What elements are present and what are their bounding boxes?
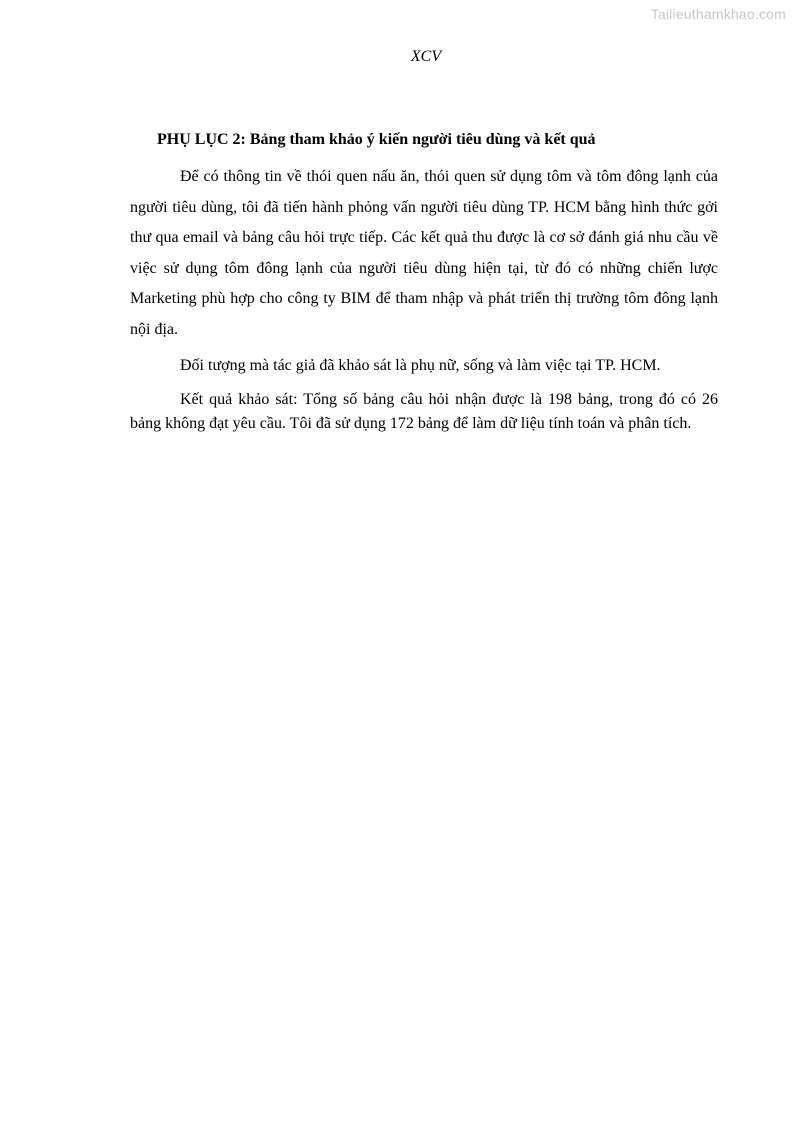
paragraph-result: Kết quả khảo sát: Tổng số bảng câu hỏi nhận được là 198 bảng, trong đó có 26 bảng không đạt yêu cầu. Tôi đã sử dụng 172 bảng để làm dữ liệu tính toán và phân tích.	[130, 390, 718, 432]
paragraph-intro: Để có thông tin về thói quen nấu ăn, thói quen sử dụng tôm và tôm đông lạnh của người tiêu dùng, tôi đã tiến hành phỏng vấn người tiêu dùng TP. HCM bằng hình thức gởi thư qua email và bảng câu hỏi trực tiếp. Các kết quả thu được là cơ sở đánh giá nhu cầu về việc sử dụng tôm đông lạnh của người tiêu dùng hiện tại, từ đó có những chiến lược Marketing phù hợp cho công ty BIM để tham nhập và phát triển thị trường tôm đông lạnh nội địa.	[130, 168, 718, 338]
watermark: Tailieuthamkhao.com	[650, 6, 786, 22]
paragraph-subject: Đối tượng mà tác giả đã khảo sát là phụ nữ, sống và làm việc tại TP. HCM.	[180, 357, 661, 374]
document-body	[130, 128, 718, 436]
page-number: XCV	[410, 48, 442, 65]
appendix-heading: PHỤ LỤC 2: Bảng tham khảo ý kiến người tiêu dùng và kết quả	[157, 131, 596, 148]
